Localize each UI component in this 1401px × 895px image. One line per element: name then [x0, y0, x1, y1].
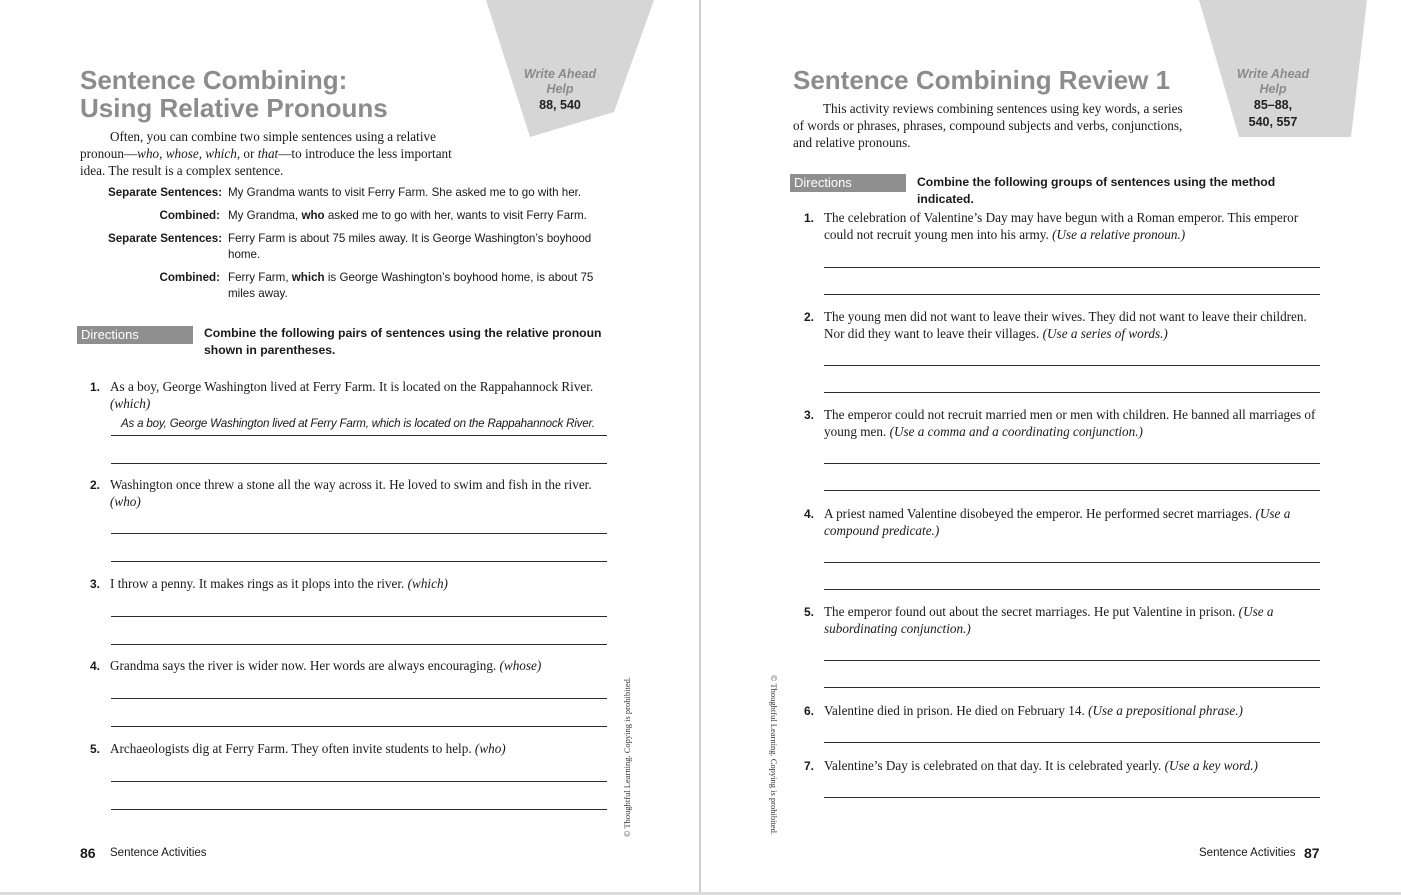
item-hint: (Use a subordinating conjunction.) [824, 604, 1274, 636]
pronoun-which: which [205, 146, 237, 161]
page-title-line-2: Using Relative Pronouns [80, 93, 388, 123]
examples-block [108, 185, 598, 309]
answer-line[interactable] [824, 589, 1320, 590]
item-number: 6. [803, 704, 814, 718]
item-number: 2. [89, 478, 100, 492]
item-hint: (who) [110, 493, 141, 509]
exercise-item-1 [794, 210, 1320, 244]
item-hint: (who) [474, 741, 506, 756]
exercise-item-3 [794, 407, 1320, 441]
answer-line[interactable] [824, 562, 1320, 563]
example-label: Separate Sentences: [108, 232, 223, 245]
example-text: Ferry Farm is about 75 miles away. It is George Washington’s boyhood home. [228, 232, 592, 261]
left-page [0, 0, 699, 895]
item-number: 3. [89, 577, 100, 591]
answer-line[interactable] [824, 392, 1320, 393]
page-title-line-1: Sentence Combining: [80, 65, 348, 95]
answer-line[interactable] [111, 616, 607, 617]
exercise-item-5 [794, 604, 1320, 638]
exercise-item-6 [794, 703, 1320, 720]
intro-paragraph: This activity reviews combining sentences using key words, a series of words or phrases, phrases, compound subjects and verbs, conjunctions, and relative pronouns. [793, 101, 1183, 150]
help-label: Help [1259, 82, 1287, 96]
write-ahead-pages: 88, 540 [539, 98, 581, 112]
exercise-item-2 [80, 477, 602, 511]
answer-line[interactable] [111, 781, 607, 782]
write-ahead-label: Write Ahead [1236, 67, 1310, 81]
item-hint: (which) [110, 395, 151, 411]
answer-line[interactable] [824, 660, 1320, 661]
write-ahead-pages: 540, 557 [1248, 115, 1298, 129]
example-row [108, 185, 598, 201]
item-text: The celebration of Valentine’s Day may have begun with a Roman emperor. This emperor could not recruit young men into his army. (Use a relative pronoun.) [824, 210, 1299, 242]
sample-answer: As a boy, George Washington lived at Ferry Farm, which is located on the Rappahannock River. [121, 417, 595, 430]
answer-line[interactable] [111, 463, 607, 464]
example-label: Separate Sentences: [108, 186, 223, 199]
exercise-item-1 [80, 379, 602, 413]
item-text: Valentine’s Day is celebrated on that day. It is celebrated yearly. (Use a key word.) [824, 758, 1258, 773]
item-number: 5. [89, 742, 100, 756]
item-hint: (Use a comma and a coordinating conjunction.) [889, 423, 1143, 439]
item-number: 1. [803, 211, 814, 225]
write-ahead-label: Write Ahead [523, 67, 597, 81]
answer-line[interactable] [824, 687, 1320, 688]
page-title: Sentence Combining Review 1 [793, 65, 1171, 95]
directions-text: Combine the following groups of sentences using the method indicated. [917, 175, 1276, 206]
example-row [108, 208, 598, 224]
item-text: I throw a penny. It makes rings as it plops into the river. (which) [110, 576, 448, 591]
item-number: 2. [803, 310, 814, 324]
exercise-item-3 [80, 576, 602, 593]
item-text: The emperor found out about the secret marriages. He put Valentine in prison. (Use a subordinating conjunction.) [824, 604, 1274, 636]
example-text: My Grandma, who asked me to go with her, wants to visit Ferry Farm. [228, 209, 587, 222]
exercise-item-4 [80, 658, 602, 675]
exercise-item-2 [794, 309, 1320, 343]
exercise-item-4 [794, 506, 1320, 540]
item-number: 4. [803, 507, 814, 521]
directions-label: Directions [77, 326, 193, 344]
answer-line[interactable] [111, 533, 607, 534]
pronoun-whose: whose [165, 146, 199, 161]
item-number: 3. [803, 408, 814, 422]
copyright-notice: © Thoughtful Learning. Copying is prohibited. [622, 677, 632, 837]
item-text: Washington once threw a stone all the way across it. He loved to swim and fish in the river. (who) [110, 477, 592, 509]
item-hint: (Use a relative pronoun.) [1052, 226, 1186, 242]
example-label: Combined: [159, 271, 220, 284]
exercise-item-7 [794, 758, 1320, 775]
item-text: Grandma says the river is wider now. Her words are always encouraging. (whose) [110, 658, 542, 673]
item-text: A priest named Valentine disobeyed the emperor. He performed secret marriages. (Use a compound predicate.) [824, 506, 1291, 538]
answer-line[interactable] [824, 797, 1320, 798]
page-number: 86 [80, 845, 96, 861]
item-number: 4. [89, 659, 100, 673]
item-text: As a boy, George Washington lived at Ferry Farm. It is located on the Rappahannock River. (which) [110, 379, 594, 411]
pronoun-that: that [257, 146, 279, 161]
right-page [701, 0, 1401, 895]
item-text: Archaeologists dig at Ferry Farm. They often invite students to help. (who) [110, 741, 506, 756]
answer-line[interactable] [824, 267, 1320, 268]
item-text: The emperor could not recruit married men or men with children. He banned all marriages of young men. (Use a comma and a coordinating conjunction.) [824, 407, 1316, 439]
item-hint: (which) [407, 576, 448, 591]
answer-line[interactable] [111, 435, 607, 436]
page-number: 87 [1304, 845, 1320, 861]
item-hint: (Use a compound predicate.) [824, 506, 1291, 538]
example-row [108, 270, 598, 302]
directions-text: Combine the following pairs of sentences using the relative pronoun shown in parentheses. [204, 326, 602, 357]
answer-line[interactable] [824, 294, 1320, 295]
write-ahead-help [508, 67, 612, 114]
answer-line[interactable] [824, 463, 1320, 464]
directions-label: Directions [790, 174, 906, 192]
pronoun-who: who [137, 146, 160, 161]
section-label: Sentence Activities [110, 847, 207, 859]
example-row [108, 231, 598, 263]
answer-line[interactable] [111, 726, 607, 727]
answer-line[interactable] [111, 561, 607, 562]
page-title [80, 66, 388, 122]
example-text: Ferry Farm, which is George Washington’s boyhood home, is about 75 miles away. [228, 271, 594, 300]
answer-line[interactable] [111, 698, 607, 699]
item-hint: (Use a key word.) [1164, 758, 1258, 773]
item-hint: (Use a series of words.) [1042, 325, 1168, 341]
item-hint: (whose) [499, 658, 542, 673]
answer-line[interactable] [824, 365, 1320, 366]
exercise-item-5 [80, 741, 602, 758]
intro-paragraph: Often, you can combine two simple sentences using a relative pronoun—who, whose, which, or that—to introduce the less important idea. The result is a complex sentence. [80, 129, 452, 178]
example-text: My Grandma wants to visit Ferry Farm. She asked me to go with her. [228, 186, 582, 199]
item-text: The young men did not want to leave their wives. They did not want to leave their children. Nor did they want to leave their villages. (Use a series of words.) [824, 309, 1307, 341]
help-label: Help [546, 82, 574, 96]
item-number: 7. [803, 759, 814, 773]
write-ahead-help [1220, 67, 1326, 131]
write-ahead-pages: 85–88, [1253, 98, 1293, 112]
answer-line[interactable] [111, 644, 607, 645]
section-label: Sentence Activities [1199, 847, 1296, 859]
answer-line[interactable] [824, 490, 1320, 491]
answer-line[interactable] [824, 742, 1320, 743]
answer-line[interactable] [111, 809, 607, 810]
item-hint: (Use a prepositional phrase.) [1088, 703, 1243, 718]
item-text: Valentine died in prison. He died on February 14. (Use a prepositional phrase.) [824, 703, 1243, 718]
item-number: 5. [803, 605, 814, 619]
example-label: Combined: [159, 209, 220, 222]
copyright-notice: © Thoughtful Learning. Copying is prohibited. [769, 675, 779, 835]
item-number: 1. [89, 380, 100, 394]
